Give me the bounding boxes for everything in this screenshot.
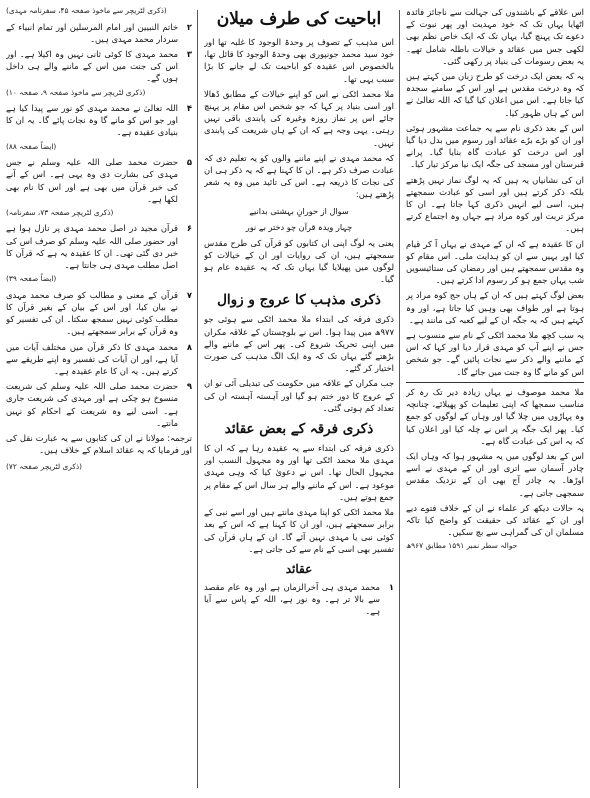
reference-note: (ایضاً صفحہ ۸۸) — [6, 141, 57, 151]
section-heading: عقائد — [285, 561, 313, 576]
item-number: ۷ — [186, 289, 192, 300]
list-item — [6, 222, 192, 274]
poem-verse — [204, 221, 394, 233]
list-item — [6, 48, 192, 88]
column-divider — [399, 10, 400, 788]
item-text: قرآن کے معنی و مطالب کو صرف محمد مہدی نے بیان کیا، اور اس کے بیان کے بغیر قرآن کا مطلب کوئی نہیں سمجھ سکتا۔ ان کی تفسیر کو وہ قرآن کے برابر سمجھتے ہیں۔ — [6, 289, 178, 337]
column-left — [6, 6, 192, 792]
reference-note: حوالہ سطر نمبر ۱۵۹۱ مطابق ۹۶۷ھ — [406, 541, 518, 551]
list-item — [6, 102, 192, 142]
poem-verse — [204, 205, 394, 217]
item-text: قرآن مجید در اصل محمد مہدی پر نازل ہوا ہے اور حضور صلی اللہ علیہ وسلم کو صرف اس کی خبر دی گئی تھی۔ ان کا عقیدہ یہ ہے کہ قرآن کا اصل مطلب مہدی ہی جانتا ہے۔ — [6, 223, 178, 271]
paragraph: اس مذہب کے تصوف پر وحدۃ الوجود کا غلبہ تھا اور خود سید محمد جونپوری بھی وحدۃ الوجود کا قائل تھا، بالخصوص اس عقیدہ کو اباحیت تک لے جانے کا بڑا سبب یہی تھا۔ — [204, 37, 394, 84]
item-text: اللہ تعالیٰ نے محمد مہدی کو نور سے پیدا کیا ہے اور جو اس کو مانے گا وہ نجات پائے گا۔ یہ ان کا بنیادی عقیدہ ہے۔ — [6, 103, 178, 138]
column-middle — [204, 6, 394, 792]
item-text: محمد مہدی کا کوئی ثانی نہیں وہ اکیلا ہے۔ اور اس کی جنت میں اس کے ماننے والے ہی داخل ہوں گے۔ — [6, 48, 178, 84]
item-text: حضرت محمد صلی اللہ علیہ وسلم کی شریعت منسوخ ہو چکی ہے اور مہدی کی شریعت جاری ہے۔ اسی لیے وہ شریعت کے احکام کو نہیں مانتے۔ — [6, 381, 178, 428]
item-number: ۶ — [186, 223, 192, 234]
paragraph: ان کا عقیدہ ہے کہ ان کے مہدی نے یہاں آ کر قیام کیا اور یہیں سے ان کو ہدایت ملی۔ اس مقام کو وہ مقدس سمجھتے ہیں اور رمضان کی ستائیسویں شب یہاں جمع ہو کر رسوم ادا کرتے ہیں۔ — [406, 238, 584, 286]
reference-note: (ذکری لٹریچر سے ماخوذ صفحہ ۹، صفحہ ۱۰) — [6, 87, 146, 97]
item-number: ۵ — [186, 157, 192, 168]
item-number: ۴ — [186, 103, 192, 114]
section-heading: ذکری مذہب کا عروج و زوال — [217, 292, 381, 309]
item-text: محمد مہدی کا ذکر قرآن میں مختلف آیات میں آیا ہے، اور ان آیات کی تفسیر وہ اپنے طریقے سے کرتے ہیں۔ یہ ان کا عام عقیدہ ہے۔ — [6, 341, 178, 376]
item-number: ۱ — [388, 581, 394, 592]
paragraph: اس کے بعد لوگوں میں یہ مشہور ہوا کہ وہاں ایک چادر آسمان سے اتری اور ان کے مہدی نے اسے اوڑھا۔ یہ چادر آج بھی ان کے نزدیک مقدس سمجھی جاتی ہے۔ — [406, 450, 584, 498]
paragraph: ذکری فرقہ کی ابتداء سے یہ عقیدہ رہا ہے کہ ان کا مہدی ملا محمد اٹکی تھا اور وہ مجہول النسب اور مجہول الحال تھا۔ اس نے دعویٰ کیا کہ وہی مہدی موعود ہے۔ اس کے ماننے والے ہر سال اس کے مقام پر جمع ہوتے ہیں۔ — [204, 443, 394, 502]
paragraph: ملا محمد اٹکی کو اپنا مہدی مانتے ہیں اور اسے نبی کے برابر سمجھتے ہیں، اور ان کا کہنا ہے کہ اس کے بعد کوئی نبی یا مہدی نہیں آئے گا۔ ان کے ہاں قرآن کی تفسیر بھی اسی کے نام سے کی جاتی ہے۔ — [204, 507, 394, 554]
paragraph: ملا محمد موصوف نے یہاں زیادہ دیر تک رہ کر مناسب سمجھا کہ اپنی تعلیمات کو پھیلائے، چنانچہ وہ پہاڑوں میں چلا گیا اور وہاں کے لوگوں کو جمع کیا۔ پھر ایک جگہ پر اس نے چلہ کیا اور اعلان کیا کہ یہ اس کی عبادت گاہ ہے۔ — [406, 382, 584, 447]
list-item — [6, 289, 192, 341]
section-heading: ذکری فرقہ کے بعض عقائد — [224, 421, 374, 438]
item-number: ۹ — [186, 381, 192, 392]
poem-line: سوال از حورانِ بہشتی بدانیے — [249, 205, 349, 216]
paragraph: یہ کہ بعض ایک درخت کو طرح زبان میں کہتے ہیں کہ وہ درخت مقدس ہے اور اس کے سامنے سجدہ کیا جاتا ہے۔ اس میں اعلان کیا گیا کہ اللہ تعالیٰ نے اس کے ہاں ظہور کیا۔ — [406, 71, 584, 118]
paragraph: یہ حالات دیکھ کر علماء نے ان کے خلاف فتوے دیے اور ان کے عقائد کی حقیقت کو واضح کیا تاکہ مسلمان ان کی گمراہی سے بچ سکیں۔ — [406, 502, 584, 538]
document-page — [6, 6, 584, 792]
list-item — [6, 156, 192, 208]
paragraph: جب مکران کے علاقہ میں حکومت کی تبدیلی آئی تو ان کے عروج کا دور ختم ہو گیا اور آہستہ آہستہ ان کی تعداد کم ہوتی گئی۔ — [204, 378, 394, 413]
item-text: حضرت محمد صلی اللہ علیہ وسلم نے جس مہدی کی بشارت دی وہ یہی ہے۔ اس کے آنے کی خبر قرآن میں بھی ہے اور اس کا نام بھی لکھا ہے۔ — [6, 157, 178, 204]
column-divider — [197, 10, 198, 788]
list-item — [6, 341, 192, 381]
column-right — [406, 6, 584, 792]
item-text: خاتم النبیین اور امام المرسلین اور تمام انبیاء کے سردار محمد مہدی ہیں۔ — [6, 21, 178, 44]
list-item — [204, 581, 394, 621]
reference-note: (ذکری لٹریچر صفحہ ۷۳، سفرنامہ) — [6, 207, 114, 217]
item-number: ۳ — [186, 48, 192, 59]
item-number: ۲ — [186, 21, 192, 32]
paragraph: اس کے بعد ذکری نام سے یہ جماعت مشہور ہوئی اور ان کو بڑے بڑے عقائد اور رسوم میں بدل دیا گیا اور اس درخت کو عبادت گاہ بنایا گیا۔ پرانے قبرستان اور مسجد کی جگہ ایک نیا مرکز تیار کیا۔ — [406, 122, 584, 170]
list-item — [6, 21, 192, 48]
paragraph: ان کی نشانیاں یہ ہیں کہ یہ لوگ نماز نہیں پڑھتے بلکہ ذکر کرتے ہیں اور اسی کو عبادت سمجھتے ہیں، اسی لیے انہیں ذکری کہا جاتا ہے۔ ان کا مرکز تربت اور کوہ مراد ہے جہاں وہ اجتماع کرتے ہیں۔ — [406, 174, 584, 234]
paragraph: اس علاقے کے باشندوں کی جہالت سے ناجائز فائدہ اٹھایا یہاں تک کہ خود مہدیت اور پھر نبوت کے دعوے تک پہنچ گیا، یہاں تک کہ ایک خاص نظم بھی لکھی جس میں عقائد و خیالات باطلہ شامل تھے۔ یہ بعض رسومات کی بنیاد پر رکھی گئی۔ — [406, 7, 584, 66]
paragraph: کہ محمد مہدی نے اپنے ماننے والوں کو یہ تعلیم دی کہ عبادت صرف ذکر ہے۔ ان کا کہنا ہے کہ یہ ذکر ہی ان کی نجات کا ذریعہ ہے۔ اس کی تائید میں وہ یہ شعر پڑھتے ہیں: — [204, 152, 394, 200]
reference-note: (ذکری لٹریچر صفحہ ۷۲) — [6, 462, 83, 472]
item-number: ۸ — [186, 341, 192, 352]
item-number — [182, 459, 192, 462]
paragraph: بعض لوگ کہتے ہیں کہ ان کے ہاں حج کوہ مراد پر ہوتا ہے اور طواف بھی وہیں کیا جاتا ہے، اور وہ کہتے ہیں کہ یہ جگہ ان کے لیے کعبہ کی مانند ہے۔ — [406, 290, 584, 325]
poem-line: چہار ویدہ قرآن چو دختر بے نور — [245, 221, 353, 232]
paragraph: یہ سب کچھ ملا محمد اٹکی کے نام سے منسوب ہے جس نے اپنے آپ کو مہدی قرار دیا اور کہا کہ اس کے ماننے والے ذکر سے نجات پائیں گے۔ جو شخص اس کو مانے گا وہ جنت میں جائے گا۔ — [406, 330, 584, 377]
paragraph: یعنی یہ لوگ اپنی ان کتابوں کو قرآن کی طرح مقدس سمجھتے ہیں، ان کی روایات اور ان کے خیالات کو لوگوں میں پھیلایا گیا یہاں تک کہ یہ عقیدہ عام ہو گیا۔ — [204, 237, 394, 285]
paragraph: ملا محمد اٹکی نے اس کو اپنے خیالات کے مطابق ڈھالا اور اسی بنیاد پر کہا کہ جو شخص اس مقام پر پہنچ جائے اس پر نماز روزہ وغیرہ کی پابندی باقی نہیں رہتی۔ یہی وجہ ہے کہ ان کے ہاں شریعت کی پابندی نہیں۔ — [204, 88, 394, 148]
reference-note: (ذکری لٹریچر سے ماخوذ صفحہ ۴۵، سفرنامہ مہدی) — [6, 6, 167, 15]
section-title: اباحیت کی طرف میلان — [216, 9, 382, 29]
reference-note: (ایضاً صفحہ ۳۹) — [6, 274, 57, 284]
item-text: محمد مہدی ہی آخرالزمان ہے اور وہ عام مقصد سے بالا تر ہے۔ وہ نور ہے، اللہ کے پاس سے آیا ہے۔ — [204, 581, 380, 617]
paragraph: ذکری فرقہ کی ابتداء ملا محمد اٹکی سے ہوئی جو ۹۷۷ھ میں پیدا ہوا۔ اس نے بلوچستان کے علاقہ مکران میں اپنی تحریک شروع کی۔ پھر اس کے ماننے والے بڑھتے گئے یہاں تک کہ وہ ایک الگ مذہب کی صورت اختیار کر گئے۔ — [204, 314, 394, 374]
translation-note: ترجمہ: مولانا نے ان کی کتابوں سے یہ عبارت نقل کی اور فرمایا کہ یہ عقائد اسلام کے خلاف ہیں۔ — [6, 432, 192, 456]
list-item — [6, 380, 192, 432]
